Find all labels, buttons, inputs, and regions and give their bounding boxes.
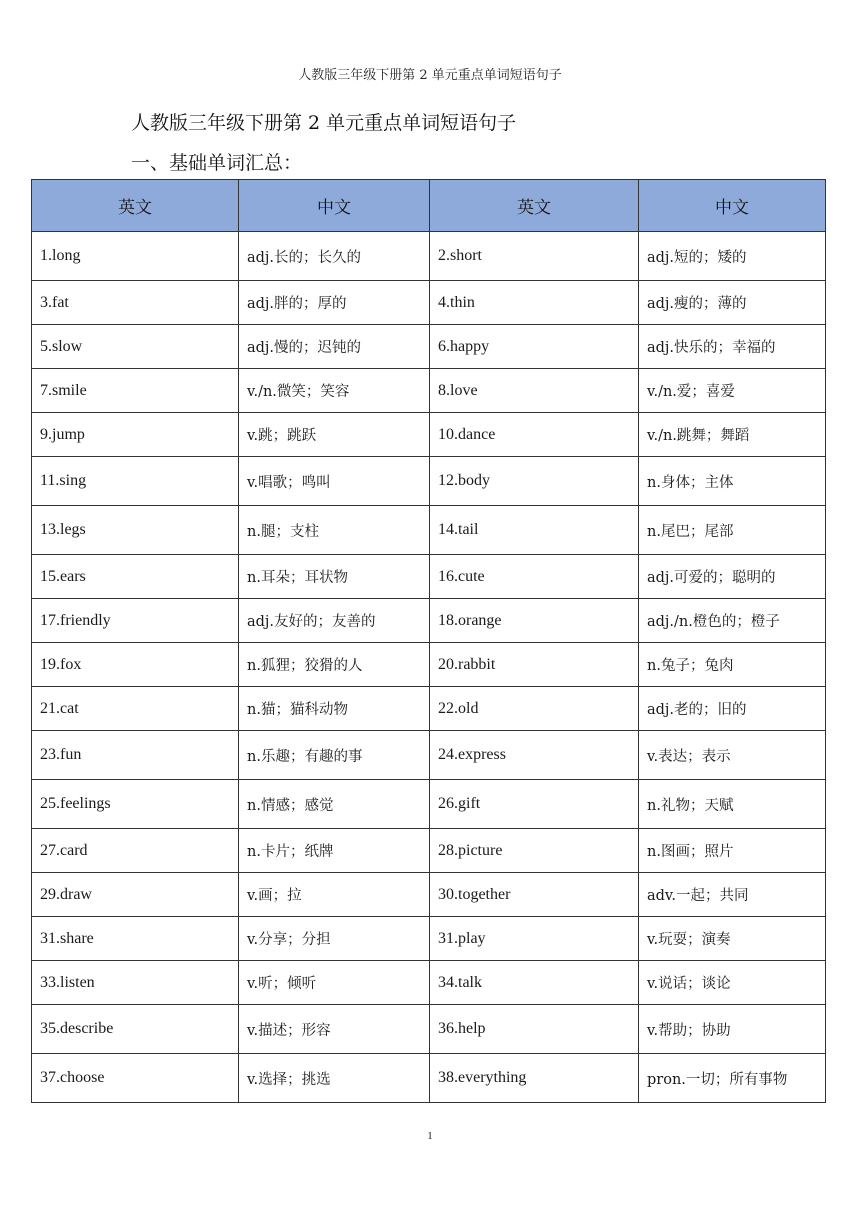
chinese-meaning: n.猫；猫科动物 [239,687,430,731]
english-word: 37.choose [32,1054,239,1103]
english-word: 23.fun [32,731,239,780]
table-row [32,643,826,687]
english-word: 17.friendly [32,599,239,643]
chinese-meaning: v.玩耍；演奏 [639,917,826,961]
english-word: 1.long [32,232,239,281]
chinese-meaning: n.耳朵；耳状物 [239,555,430,599]
table-row [32,232,826,281]
chinese-meaning: v.画；拉 [239,873,430,917]
english-word: 30.together [430,873,639,917]
chinese-meaning: n.兔子；兔肉 [639,643,826,687]
english-word: 16.cute [430,555,639,599]
chinese-meaning: adj.可爱的；聪明的 [639,555,826,599]
table-row [32,687,826,731]
chinese-meaning: v.分享；分担 [239,917,430,961]
english-word: 13.legs [32,506,239,555]
english-word: 5.slow [32,325,239,369]
chinese-meaning: adj.快乐的；幸福的 [639,325,826,369]
english-word: 2.short [430,232,639,281]
table-row [32,829,826,873]
english-word: 24.express [430,731,639,780]
english-word: 8.love [430,369,639,413]
chinese-meaning: v.描述；形容 [239,1005,430,1054]
english-word: 26.gift [430,780,639,829]
chinese-meaning: n.礼物；天赋 [639,780,826,829]
table-row [32,1005,826,1054]
chinese-meaning: adj.友好的；友善的 [239,599,430,643]
english-word: 31.play [430,917,639,961]
english-word: 33.listen [32,961,239,1005]
chinese-meaning: adj.老的；旧的 [639,687,826,731]
chinese-meaning: adj.短的；矮的 [639,232,826,281]
english-word: 38.everything [430,1054,639,1103]
header-chinese-2: 中文 [639,180,826,232]
running-header: 人教版三年级下册第 2 单元重点单词短语句子 [298,68,562,83]
chinese-meaning: adj./n.橙色的；橙子 [639,599,826,643]
chinese-meaning: n.图画；照片 [639,829,826,873]
chinese-meaning: v.帮助；协助 [639,1005,826,1054]
table-header-row [32,180,826,232]
chinese-meaning: n.乐趣；有趣的事 [239,731,430,780]
chinese-meaning: v.选择；挑选 [239,1054,430,1103]
table-row [32,325,826,369]
chinese-meaning: v.表达；表示 [639,731,826,780]
english-word: 27.card [32,829,239,873]
chinese-meaning: v./n.跳舞；舞蹈 [639,413,826,457]
vocabulary-table [31,179,826,1103]
english-word: 12.body [430,457,639,506]
table-row [32,457,826,506]
english-word: 21.cat [32,687,239,731]
table-row [32,281,826,325]
english-word: 34.talk [430,961,639,1005]
english-word: 28.picture [430,829,639,873]
chinese-meaning: v./n.微笑；笑容 [239,369,430,413]
document-title: 人教版三年级下册第 2 单元重点单词短语句子 [131,112,517,134]
table-row [32,555,826,599]
english-word: 9.jump [32,413,239,457]
table-row [32,506,826,555]
table-row [32,780,826,829]
chinese-meaning: adj.胖的；厚的 [239,281,430,325]
english-word: 10.dance [430,413,639,457]
chinese-meaning: n.狐狸；狡猾的人 [239,643,430,687]
chinese-meaning: v.跳；跳跃 [239,413,430,457]
english-word: 25.feelings [32,780,239,829]
english-word: 11.sing [32,457,239,506]
chinese-meaning: n.卡片；纸牌 [239,829,430,873]
page-number: 1 [427,1130,433,1142]
english-word: 35.describe [32,1005,239,1054]
english-word: 18.orange [430,599,639,643]
chinese-meaning: n.身体；主体 [639,457,826,506]
section-heading: 一、基础单词汇总： [131,152,303,174]
chinese-meaning: adj.长的；长久的 [239,232,430,281]
english-word: 4.thin [430,281,639,325]
english-word: 20.rabbit [430,643,639,687]
english-word: 22.old [430,687,639,731]
english-word: 3.fat [32,281,239,325]
english-word: 7.smile [32,369,239,413]
chinese-meaning: adj.慢的；迟钝的 [239,325,430,369]
header-english-2: 英文 [430,180,639,232]
header-chinese-1: 中文 [239,180,430,232]
chinese-meaning: adv.一起；共同 [639,873,826,917]
english-word: 15.ears [32,555,239,599]
header-english-1: 英文 [32,180,239,232]
english-word: 36.help [430,1005,639,1054]
table-row [32,917,826,961]
english-word: 6.happy [430,325,639,369]
table-row [32,873,826,917]
english-word: 19.fox [32,643,239,687]
table-row [32,599,826,643]
table-row [32,369,826,413]
chinese-meaning: n.尾巴；尾部 [639,506,826,555]
chinese-meaning: v./n.爱；喜爱 [639,369,826,413]
english-word: 14.tail [430,506,639,555]
table-row [32,731,826,780]
chinese-meaning: n.情感；感觉 [239,780,430,829]
chinese-meaning: adj.瘦的；薄的 [639,281,826,325]
english-word: 29.draw [32,873,239,917]
table-row [32,1054,826,1103]
table-row [32,961,826,1005]
chinese-meaning: n.腿；支柱 [239,506,430,555]
english-word: 31.share [32,917,239,961]
chinese-meaning: v.唱歌；鸣叫 [239,457,430,506]
chinese-meaning: pron.一切；所有事物 [639,1054,826,1103]
chinese-meaning: v.听；倾听 [239,961,430,1005]
table-row [32,413,826,457]
chinese-meaning: v.说话；谈论 [639,961,826,1005]
